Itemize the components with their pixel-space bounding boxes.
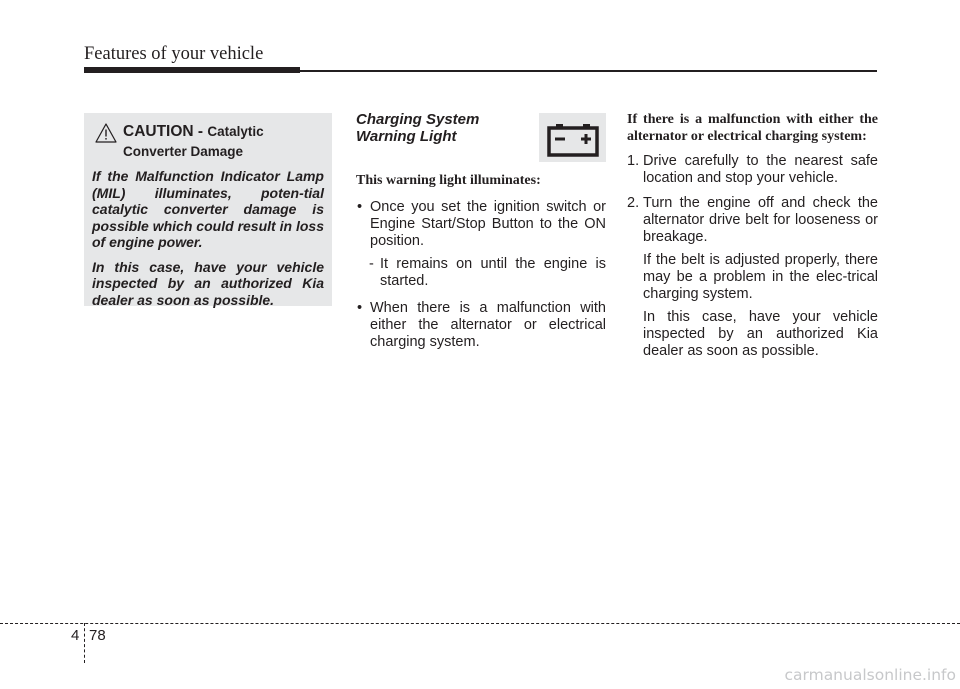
caution-header: [92, 123, 324, 143]
battery-icon-panel: [539, 113, 606, 162]
warning-triangle-icon: [95, 123, 117, 143]
step-text: Turn the engine off and check the alternator drive belt for looseness or breakage.: [643, 195, 878, 245]
page-header-title: Features of your vehicle: [84, 44, 264, 64]
sub-item-text: It remains on until the engine is started.: [380, 256, 606, 289]
charging-system-section: [356, 111, 606, 351]
step-text: Drive carefully to the nearest safe location and stop your vehicle.: [643, 153, 878, 186]
caution-title: [123, 123, 264, 141]
step-paragraph: In this case, have your vehicle inspected by an authorized Kia dealer as soon as possible.: [643, 309, 878, 359]
watermark: carmanualsonline.info: [784, 666, 956, 684]
lead-text: This warning light illuminates:: [356, 173, 541, 188]
bullet-item: [356, 300, 606, 351]
caution-title-sub: Catalytic: [207, 124, 264, 139]
bullet-text: Once you set the ignition switch or Engine Start/Stop Button to the ON position.: [370, 199, 606, 249]
bullet-text: When there is a malfunction with either the alternator or electrical charging system.: [370, 300, 606, 350]
step-number: 1.: [627, 153, 640, 169]
numbered-step: [627, 195, 878, 246]
section-title-line-2: Warning Light: [356, 128, 457, 145]
caution-paragraph-2: In this case, have your vehicle inspected by an authorized Kia dealer as soon as possible.: [92, 258, 324, 308]
footer-vertical-divider: [84, 623, 85, 663]
battery-icon: [539, 113, 606, 162]
malfunction-heading: If there is a malfunction with either the alternator or electrical charging system:: [627, 112, 878, 144]
chapter-number: 4: [71, 627, 80, 644]
header-rule-thin: [300, 70, 877, 72]
numbered-step: [627, 153, 878, 187]
bullet-dot: •: [357, 199, 363, 215]
malfunction-section: [627, 111, 878, 360]
bullet-dot: •: [357, 300, 363, 316]
sub-item: [356, 256, 606, 290]
section-title-line-1: Charging System: [356, 111, 480, 128]
step-paragraph: If the belt is adjusted properly, there may be a problem in the elec-trical charging system.: [643, 252, 878, 302]
dash-marker: -: [369, 256, 374, 272]
caution-subtitle: Converter Damage: [123, 144, 244, 159]
footer-divider: [0, 623, 960, 624]
caution-box: [84, 113, 332, 306]
step-number: 2.: [627, 195, 640, 211]
section-title: [356, 111, 526, 145]
header-rule-thick: [84, 67, 300, 73]
bullet-item: [356, 199, 606, 250]
caution-title-main: CAUTION -: [123, 123, 208, 140]
page-number: 78: [89, 627, 106, 644]
caution-paragraph-1: If the Malfunction Indicator Lamp (MIL) illuminates, poten-tial catalytic converter damage is possible which could result in loss of engine power.: [92, 168, 324, 250]
